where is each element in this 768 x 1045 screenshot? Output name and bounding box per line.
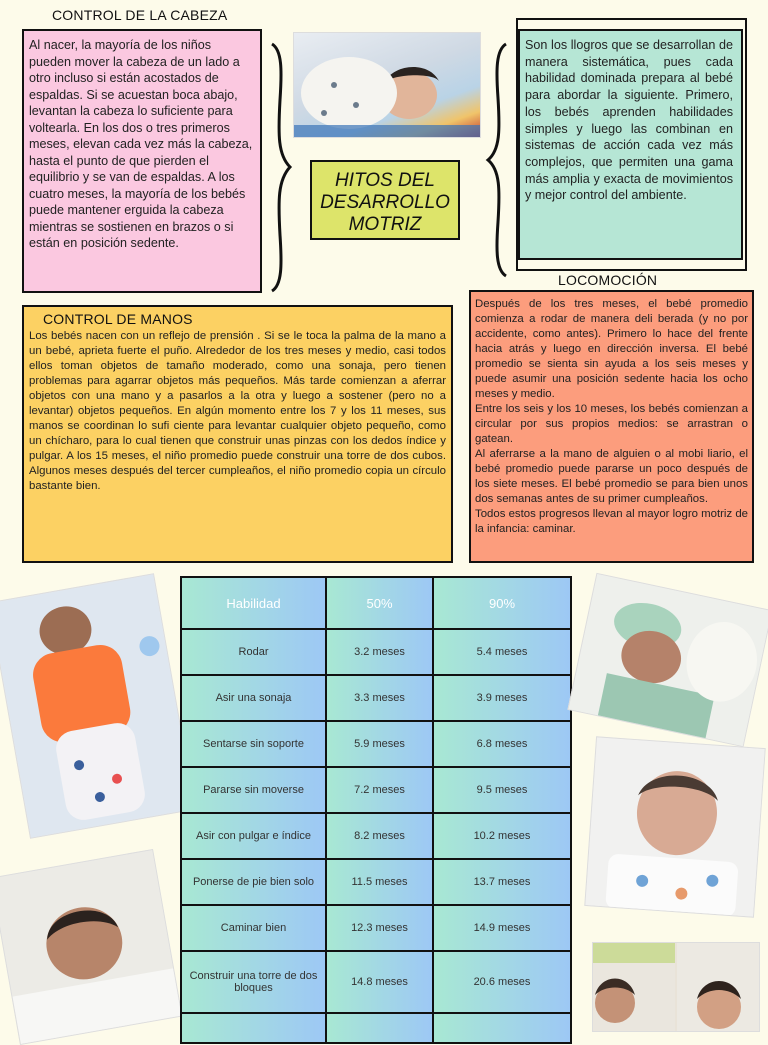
table-cell: Construir una torre de dos bloques	[181, 951, 326, 1013]
children-illustration	[593, 943, 760, 1032]
table-cell: 12.3 meses	[326, 905, 433, 951]
head-control-title: CONTROL DE LA CABEZA	[52, 7, 228, 23]
left-brace-icon	[268, 40, 294, 295]
milestones-table-wrapper	[180, 576, 570, 1036]
table-cell: 9.5 meses	[433, 767, 571, 813]
table-cell: Pararse sin moverse	[181, 767, 326, 813]
header-50: 50%	[326, 577, 433, 629]
baby-green-cap-photo	[567, 573, 768, 747]
table-cell	[181, 1013, 326, 1043]
main-title-line3: MOTRIZ	[348, 214, 422, 235]
main-title-box	[310, 160, 460, 240]
table-row	[181, 905, 571, 951]
table-cell: 6.8 meses	[433, 721, 571, 767]
table-row	[181, 767, 571, 813]
hands-text: Los bebés nacen con un reflejo de prensión . Si se le toca la palma de la mano a un bebé, aprieta fuerte el puño. Alrededor de los tres meses y medio, casi todos ellos toman objetos de tamaño moderado, como una sonaja, pero tienen problemas para agarrar objetos más pequeños. Más tarde comienzan a aferrar objetos con una mano y a pasarlos a la otra y luego a sostener (pero no a levantar) objetos pequeños. En algún momento entre los 7 y los 11 meses, sus manos se coordinan lo sufi ciente para levantar cualquier objeto pequeño, como un chícharo, para lo cual tienen que construir unas pinzas con los dedos índice y pulgar. A los 15 meses, el niño promedio puede construir una torre de dos cubos. Algunos meses después del tercer cumpleaños, el niño promedio copia un círculo bastante bien.	[29, 330, 446, 492]
header-skill: Habilidad	[181, 577, 326, 629]
table-header-row	[181, 577, 571, 629]
right-brace-icon	[484, 40, 510, 280]
head-control-text: Al nacer, la mayoría de los niños pueden mover la cabeza de un lado a otro incluso si están acostados de espaldas. Si se acuestan boca abajo, levantan la cabeza lo suficiente para voltearla. En los dos o tres primeros meses, elevan cada vez más la cabeza, hasta el punto de que pierden el equilibrio y se van de espaldas. A los cuatro meses, la mayoría de los bebés puede mantener erguida la cabeza mientras se sostienen en brazos o si están en posición sedente.	[29, 38, 253, 250]
baby-smiling-illustration	[0, 850, 183, 1045]
table-cell: 5.9 meses	[326, 721, 433, 767]
table-cell: 14.9 meses	[433, 905, 571, 951]
table-cell: Asir una sonaja	[181, 675, 326, 721]
main-title-line2: DESARROLLO	[320, 192, 450, 213]
baby-cap-illustration	[568, 574, 768, 747]
table-cell: Sentarse sin soporte	[181, 721, 326, 767]
hands-box	[22, 305, 453, 563]
table-row	[181, 721, 571, 767]
locomotion-box	[469, 290, 754, 563]
locomotion-paragraph: Entre los seis y los 10 meses, los bebés comienzan a circular por sus propios medios: se arrastran o gatean.	[475, 403, 748, 445]
intro-text: Son los llogros que se desarrollan de manera sistemática, pues cada habilidad dominada prepara al bebé para abordar la siguiente. Primero, los bebés aprenden habilidades simples y luego las combinan en sistemas de acción cada vez más complejos, que permiten una gama más amplia y exacta de movimientos y mejor control del ambiente.	[525, 38, 733, 203]
hands-title: CONTROL DE MANOS	[43, 311, 193, 327]
baby-orange-illustration	[0, 574, 196, 839]
table-cell: 10.2 meses	[433, 813, 571, 859]
head-control-box	[22, 29, 262, 293]
baby-smiling-photo	[0, 849, 183, 1045]
table-cell: Asir con pulgar e índice	[181, 813, 326, 859]
locomotion-title: LOCOMOCIÓN	[558, 272, 658, 288]
children-photo	[592, 942, 760, 1032]
baby-portrait-photo	[584, 736, 765, 917]
table-row	[181, 629, 571, 675]
table-cell: 7.2 meses	[326, 767, 433, 813]
main-title-line1: HITOS DEL	[335, 170, 435, 191]
table-cell: 3.3 meses	[326, 675, 433, 721]
table-row	[181, 1013, 571, 1043]
table-cell: 3.2 meses	[326, 629, 433, 675]
baby-illustration	[294, 33, 481, 138]
table-cell	[433, 1013, 571, 1043]
baby-sleeping-photo	[293, 32, 481, 138]
milestones-table	[180, 576, 572, 1044]
header-90: 90%	[433, 577, 571, 629]
table-cell: 3.9 meses	[433, 675, 571, 721]
table-row	[181, 813, 571, 859]
table-row	[181, 859, 571, 905]
table-cell: 20.6 meses	[433, 951, 571, 1013]
table-cell: Rodar	[181, 629, 326, 675]
table-cell: 11.5 meses	[326, 859, 433, 905]
table-cell: 13.7 meses	[433, 859, 571, 905]
locomotion-paragraph: Al aferrarse a la mano de alguien o al mobi liario, el bebé promedio puede pararse un poco después de los siete meses. El bebé promedio se para bien unos dos semanas antes de su primer cumpleaños.	[475, 448, 748, 505]
baby-portrait-illustration	[585, 737, 766, 917]
table-cell: Ponerse de pie bien solo	[181, 859, 326, 905]
table-row	[181, 951, 571, 1013]
table-cell: 8.2 meses	[326, 813, 433, 859]
table-row	[181, 675, 571, 721]
table-cell: 5.4 meses	[433, 629, 571, 675]
table-cell: 14.8 meses	[326, 951, 433, 1013]
locomotion-paragraph: Después de los tres meses, el bebé promedio comienza a rodar de manera deli berada (y no por accidente, como antes). Primero lo hace del frente hacia atrás y luego en dirección inversa. El bebé promedio se sienta sin ayuda a los seis meses y puede asumir una posición sedente hacia los ocho meses y medio.	[475, 298, 748, 400]
locomotion-paragraph: Todos estos progresos llevan al mayor logro motriz de la infancia: caminar.	[475, 508, 748, 535]
baby-orange-outfit-photo	[0, 573, 196, 839]
table-cell: Caminar bien	[181, 905, 326, 951]
intro-box	[518, 29, 743, 260]
table-cell	[326, 1013, 433, 1043]
